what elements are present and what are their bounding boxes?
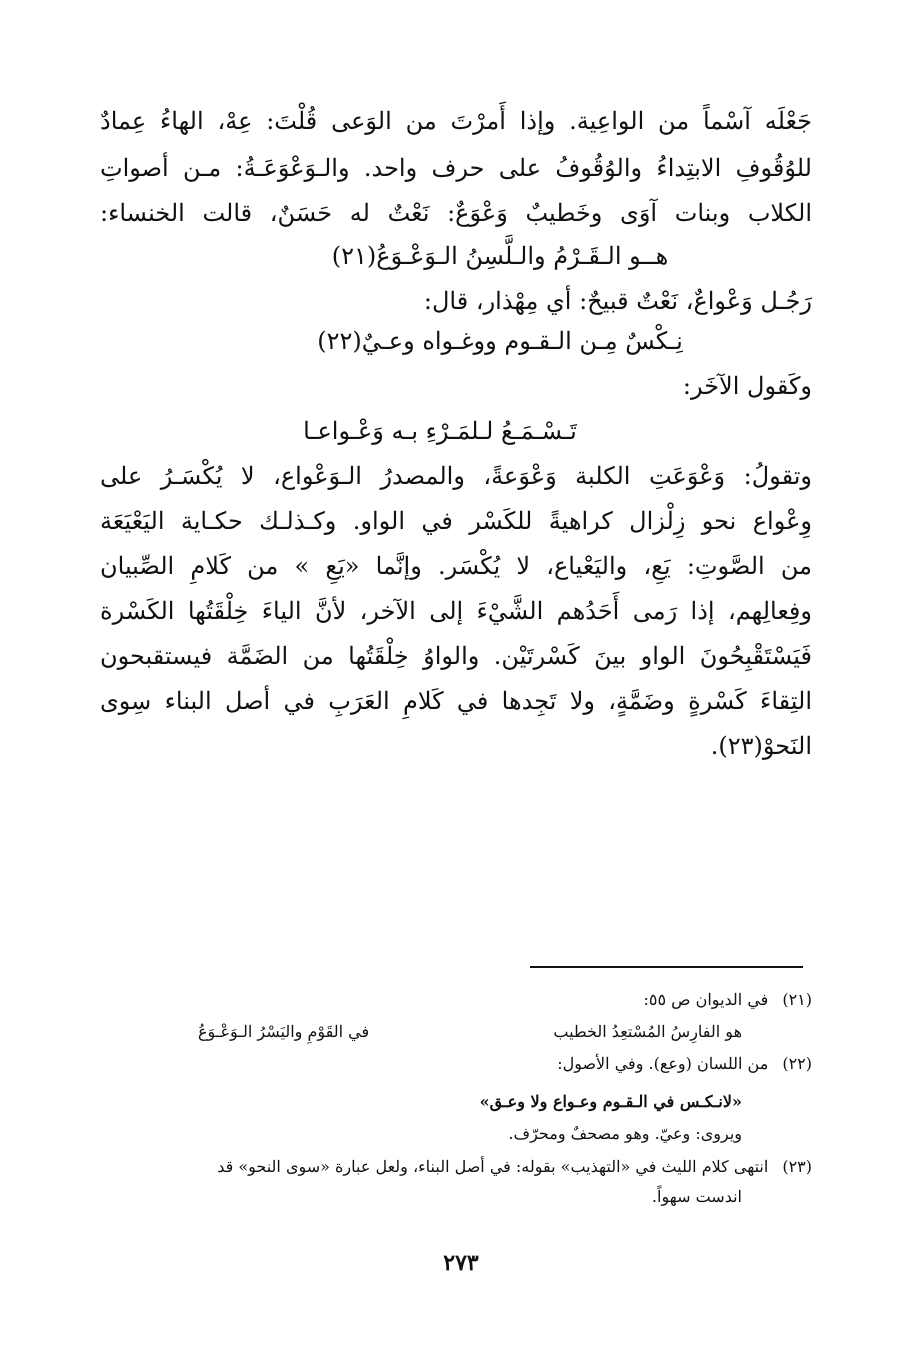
footnote-number: (٢١): [782, 990, 812, 1009]
footnote-text: في الديوان ص ٥٥:: [643, 990, 769, 1009]
footnote-verse-right: هو الفارِسُ المُسْتعِدُ الخطيب: [553, 1022, 742, 1041]
text-line: وفِعالِهم، إذا رَمى أَحَدُهم الشَّيْءَ إلى الآخر، لأنَّ الياءَ خِلْقَتُها الكَسْرة: [100, 597, 812, 625]
text-line: وكَقول الآخَر:: [682, 372, 812, 400]
footnote-22: [557, 1052, 812, 1076]
text-line: الكلاب وبنات آوَى وخَطيبٌ وَعْوَعٌ: نَعْتٌ له حَسَنٌ، قالت الخنساء:: [100, 199, 812, 227]
footnote-verse-left: في القَوْمِ واليَسْرُ الـوَعْـوَعُ: [198, 1022, 370, 1041]
text-line: للوُقُوفِ الابتِداءُ والوُقُوفُ على حرف واحد. والـوَعْوَعَـةُ: مـن أصواتِ: [100, 154, 812, 182]
footnote-text: من اللسان (وعع). وفي الأصول:: [557, 1054, 769, 1073]
text-line: جَعْلَه آسْماً من الواعِية. وإذا أَمرْتَ من الوَعى قُلْتَ: عِهْ، الهاءُ عِمادٌ: [100, 107, 812, 135]
text-line: التِقاءَ كَسْرةٍ وضَمَّةٍ، ولا تَجِدها في كَلامِ العَرَبِ في أصل البناء سِوى: [100, 687, 812, 715]
footnote-text-continuation: اندست سهواً.: [651, 1187, 742, 1206]
text-line: من الصَّوتِ: يَعِ، واليَعْياع، لا يُكْسَر. وإنَّما «يَعِ » من كَلامِ الصِّبيان: [100, 552, 812, 580]
text-line: وتقولُ: وَعْوَعَتِ الكلبة وَعْوَعةً، والمصدرُ الـوَعْواع، لا يُكْسَـرُ على: [100, 462, 812, 490]
footnote-note: ويروى: وعيّ. وهو مصحفٌ ومحرّف.: [508, 1124, 742, 1143]
footnote-text: انتهى كلام الليث في «التهذيب» بقوله: في أصل البناء، ولعل عبارة «سوى النحو» قد: [217, 1157, 769, 1176]
verse-line: هــو الـقَـرْمُ والـلَّسِنُ الـوَعْـوَعُ(٢١): [331, 242, 669, 270]
text-line: رَجُـل وَعْواعٌ، نَعْتٌ قبيحٌ: أي مِهْذار، قال:: [423, 287, 812, 315]
text-line: وِعْواع نحو زِلْزال كراهيةً للكَسْر في الواو. وكـذلـك حكـاية اليَعْيَعَة: [100, 507, 813, 535]
footnote-separator: [530, 966, 803, 968]
footnote-21: [644, 988, 812, 1012]
footnote-verse: «لانـكـس في الـقـوم وعـواع ولا وعـق»: [479, 1092, 742, 1111]
text-line: النَحوْ(٢٣).: [710, 732, 812, 760]
page-number: ٢٧٣: [443, 1250, 479, 1276]
footnote-number: (٢٣): [782, 1157, 812, 1176]
verse-line: تَـسْـمَـعُ لـلمَـرْءِ بـه وَعْـواعـا: [303, 417, 577, 445]
footnote-23: [217, 1155, 812, 1179]
footnote-number: (٢٢): [782, 1054, 812, 1073]
text-line: فَيَسْتَقْبِحُونَ الواو بينَ كَسْرتَيْن. والواوُ خِلْقَتُها من الضَمَّة فيستقبحون: [100, 642, 812, 670]
verse-line: نِـكْسٌ مِـن الـقـوم ووغـواه وعـيٌ(٢٢): [317, 327, 683, 355]
